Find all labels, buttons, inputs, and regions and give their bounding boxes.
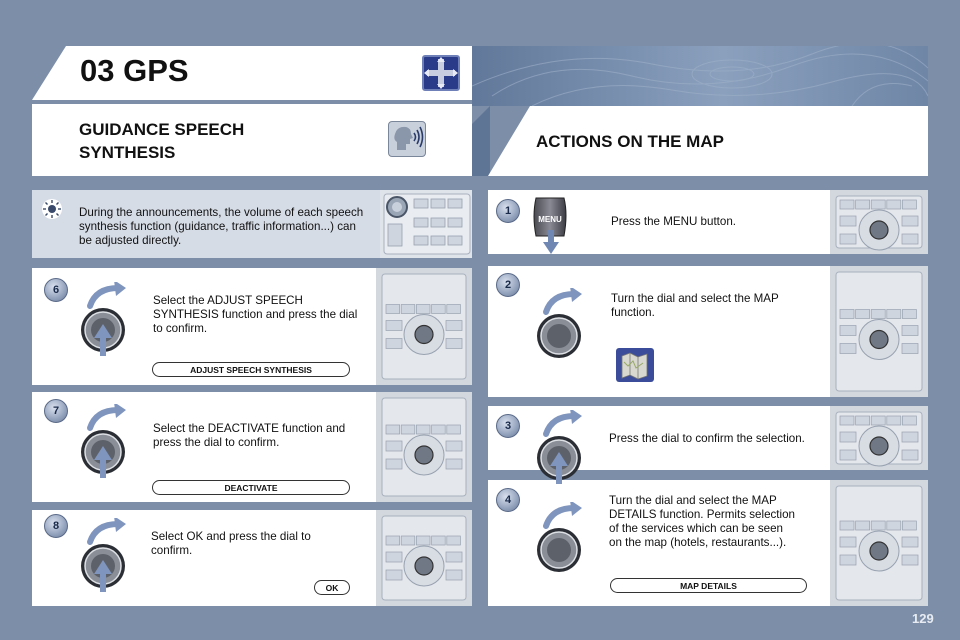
step-2-badge: 2: [496, 273, 520, 297]
step-1-badge: 1: [496, 199, 520, 223]
header-band-right: [472, 46, 928, 106]
step-8-text: Select OK and press the dial to confirm.: [151, 530, 311, 557]
rotary-dial-icon: [528, 410, 590, 490]
step-1-text: Press the MENU button.: [611, 215, 737, 228]
rotary-dial-icon: [72, 282, 134, 362]
section-title-actions-map: ACTIONS ON THE MAP: [536, 132, 724, 151]
step-7-text: Select the DEACTIVATE function and press the dial to confirm.: [153, 422, 346, 449]
dial-panel-image: [376, 268, 472, 385]
step-6-badge: 6: [44, 278, 68, 302]
step-7-badge: 7: [44, 399, 68, 423]
step-6-text: Select the ADJUST SPEECH SYNTHESIS function and press the dial to confirm.: [153, 294, 358, 335]
ok-option[interactable]: OK: [314, 580, 350, 595]
adjust-speech-synthesis-option[interactable]: ADJUST SPEECH SYNTHESIS: [152, 362, 350, 377]
radio-panel-image: [380, 190, 472, 258]
step-2-text: Turn the dial and select the MAP function.: [611, 292, 779, 319]
step-3-badge: 3: [496, 414, 520, 438]
rotary-dial-icon: [72, 404, 134, 484]
control-panel-image: [830, 190, 928, 254]
speech-head-icon: [388, 121, 426, 157]
dial-panel-image: [830, 480, 928, 606]
rotary-dial-icon: [528, 288, 590, 368]
menu-button-label: MENU: [538, 215, 562, 224]
dial-panel-image: [830, 406, 928, 470]
rotary-dial-icon: [528, 502, 590, 582]
step-4-badge: 4: [496, 488, 520, 512]
step-3-text: Press the dial to confirm the selection.: [609, 432, 805, 445]
deactivate-option[interactable]: DEACTIVATE: [152, 480, 350, 495]
sun-icon: [42, 199, 62, 219]
dial-panel-image: [376, 392, 472, 502]
rotary-dial-icon: [72, 518, 134, 598]
page-title: 03 GPS: [80, 53, 189, 88]
step-8-badge: 8: [44, 514, 68, 538]
map-details-option[interactable]: MAP DETAILS: [610, 578, 807, 593]
contour-pattern: [472, 46, 928, 106]
crossroads-icon: [422, 55, 460, 91]
info-note-text: During the announcements, the volume of each speech synthesis function (guidance, traffic information...) can be adjusted directly.: [79, 206, 364, 247]
page-number: 129: [912, 611, 934, 626]
section-title-guidance-speech: GUIDANCE SPEECH SYNTHESIS: [79, 120, 245, 162]
step-4-text: Turn the dial and select the MAP DETAILS function. Permits selection of the services which can be seen on the map (hotels, restaurants...).: [609, 494, 796, 549]
dial-panel-image: [376, 510, 472, 606]
dial-panel-image: [830, 266, 928, 397]
folded-map-icon: [616, 348, 654, 387]
menu-button[interactable]: [532, 196, 570, 261]
